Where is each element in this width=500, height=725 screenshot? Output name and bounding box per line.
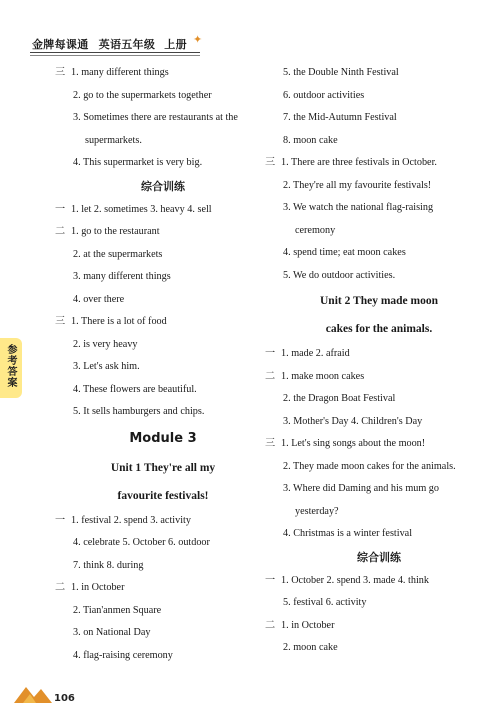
sidebar-label: 参考答案 [5, 344, 16, 388]
answer-line [58, 244, 268, 267]
answer-line [58, 600, 268, 623]
answer-line [268, 523, 490, 546]
answer-line [58, 107, 268, 130]
answer-text: 1. There is a lot of food [71, 316, 167, 327]
question-number-marker: 二 [55, 226, 66, 237]
answer-text: 2. They're all my favourite festivals! [283, 179, 432, 191]
answer-text: 4. This supermarket is very big. [73, 157, 203, 168]
answer-line [268, 265, 490, 288]
answer-text: 2. They made moon cakes for the animals. [283, 460, 456, 472]
answer-line [58, 356, 268, 379]
question-number-marker: 一 [55, 203, 66, 215]
answer-text: 2. is very heavy [73, 338, 138, 350]
answer-line [268, 478, 490, 501]
answer-line [58, 152, 268, 175]
answer-line [55, 199, 268, 222]
answer-text: 2. moon cake [283, 642, 338, 653]
answer-line [58, 289, 268, 312]
answer-line [55, 311, 268, 334]
answer-line [268, 175, 490, 198]
answer-text: 2. the Dragon Boat Festival [283, 393, 396, 404]
answer-text: 1. There are three festivals in October. [281, 157, 437, 168]
answer-line [265, 366, 490, 389]
answer-text: 2. at the supermarkets [73, 248, 163, 260]
question-number-marker: 三 [55, 316, 66, 327]
answer-text: 1. made 2. afraid [281, 348, 350, 359]
question-number-marker: 三 [265, 157, 276, 168]
answer-text: 1. Let's sing songs about the moon! [281, 438, 426, 449]
answer-text: 3. many different things [73, 271, 171, 282]
page-header [0, 0, 500, 56]
left-answer-column [55, 62, 268, 667]
answer-line [58, 85, 268, 108]
right-answer-column [265, 62, 490, 660]
answer-text: 4. over there [73, 293, 125, 305]
question-number-marker: 一 [55, 514, 66, 526]
answer-line [265, 343, 490, 366]
mountain-logo-icon [14, 683, 52, 703]
answer-text: 1. in October [281, 619, 335, 631]
answer-text: 3. Mother's Day 4. Children's Day [283, 415, 423, 427]
question-number-marker: 三 [265, 438, 276, 449]
answer-line [58, 266, 268, 289]
answer-line [58, 555, 268, 578]
answer-line [55, 510, 268, 533]
answer-line [55, 577, 268, 600]
module-heading: Module 3 [129, 430, 197, 446]
answer-line [58, 379, 268, 402]
answer-text: 4. spend time; eat moon cakes [283, 247, 406, 258]
question-number-marker: 三 [55, 67, 66, 78]
answer-text: supermarkets. [85, 134, 142, 146]
answer-text: 4. These flowers are beautiful. [73, 383, 197, 395]
answer-line [268, 62, 490, 85]
section-heading: 综合训练 [357, 550, 401, 564]
answer-text: 1. October 2. spend 3. made 4. think [281, 574, 429, 586]
answer-continuation [268, 220, 490, 243]
unit-heading: Unit 2 They made moon [320, 295, 438, 307]
answer-text: 4. flag-raising ceremony [73, 649, 173, 661]
question-number-marker: 一 [265, 348, 276, 359]
answer-text: 3. Sometimes there are restaurants at the [73, 112, 238, 123]
question-number-marker: 一 [265, 574, 276, 586]
header-divider-secondary [30, 55, 200, 56]
unit-heading: favourite festivals! [117, 489, 209, 502]
answer-line [268, 197, 490, 220]
answer-line [58, 645, 268, 668]
answer-text: 1. make moon cakes [281, 370, 365, 382]
subject-label: 英语五年级 [98, 38, 156, 51]
answer-line [58, 334, 268, 357]
answer-continuation [58, 130, 268, 153]
question-number-marker: 二 [265, 619, 276, 631]
answer-line [265, 433, 490, 456]
answer-text: 1. festival 2. spend 3. activity [71, 514, 191, 526]
answer-text: ceremony [295, 224, 336, 236]
page-number: 106 [54, 693, 75, 704]
unit-heading: Unit 1 They're all my [110, 461, 216, 474]
answer-text: 3. Let's ask him. [73, 361, 140, 372]
answer-text: 4. Christmas is a winter festival [283, 528, 413, 539]
answer-text: yesterday? [295, 505, 339, 517]
answer-line [55, 62, 268, 85]
answer-line [268, 637, 490, 660]
answer-text: 7. think 8. during [73, 559, 144, 571]
answer-line [268, 411, 490, 434]
answer-text: 7. the Mid-Autumn Festival [283, 112, 397, 123]
answer-line [265, 615, 490, 638]
answer-line [58, 401, 268, 424]
answer-line [55, 221, 268, 244]
answer-text: 1. let 2. sometimes 3. heavy 4. sell [71, 203, 212, 215]
answer-text: 1. many different things [71, 67, 169, 78]
answer-line [58, 622, 268, 645]
answer-text: 3. We watch the national flag-raising [283, 202, 434, 213]
answer-line [268, 592, 490, 615]
answer-line [268, 107, 490, 130]
answer-continuation [268, 501, 490, 524]
answer-text: 3. on National Day [73, 627, 151, 638]
answer-text: 6. outdoor activities [283, 89, 365, 101]
answer-text: 5. We do outdoor activities. [283, 269, 396, 281]
volume-label: 上册 [164, 38, 187, 51]
answer-text: 5. festival 6. activity [283, 597, 367, 608]
answer-text: 4. celebrate 5. October 6. outdoor [73, 537, 210, 548]
brand-name: 金牌每课通 [32, 38, 89, 51]
answer-line [268, 456, 490, 479]
answer-text: 1. in October [71, 582, 125, 593]
answer-line [265, 570, 490, 593]
answer-text: 3. Where did Daming and his mum go [283, 483, 439, 494]
answer-text: 1. go to the restaurant [71, 226, 160, 237]
header-divider [30, 52, 200, 53]
answer-line [268, 85, 490, 108]
answer-line [265, 152, 490, 175]
answer-line [268, 242, 490, 265]
answer-line [268, 388, 490, 411]
answer-line [58, 532, 268, 555]
answer-line [268, 130, 490, 153]
header-title [32, 36, 187, 52]
sparkle-icon: ✦ [193, 33, 203, 46]
section-heading: 综合训练 [141, 179, 185, 193]
unit-heading: cakes for the animals. [325, 323, 433, 335]
answer-text: 2. Tian'anmen Square [73, 604, 162, 616]
answer-text: 5. It sells hamburgers and chips. [73, 406, 205, 417]
answer-text: 5. the Double Ninth Festival [283, 67, 399, 78]
answer-text: 8. moon cake [283, 134, 338, 146]
answer-text: 2. go to the supermarkets together [73, 89, 212, 101]
question-number-marker: 二 [265, 370, 276, 382]
question-number-marker: 二 [55, 582, 66, 593]
